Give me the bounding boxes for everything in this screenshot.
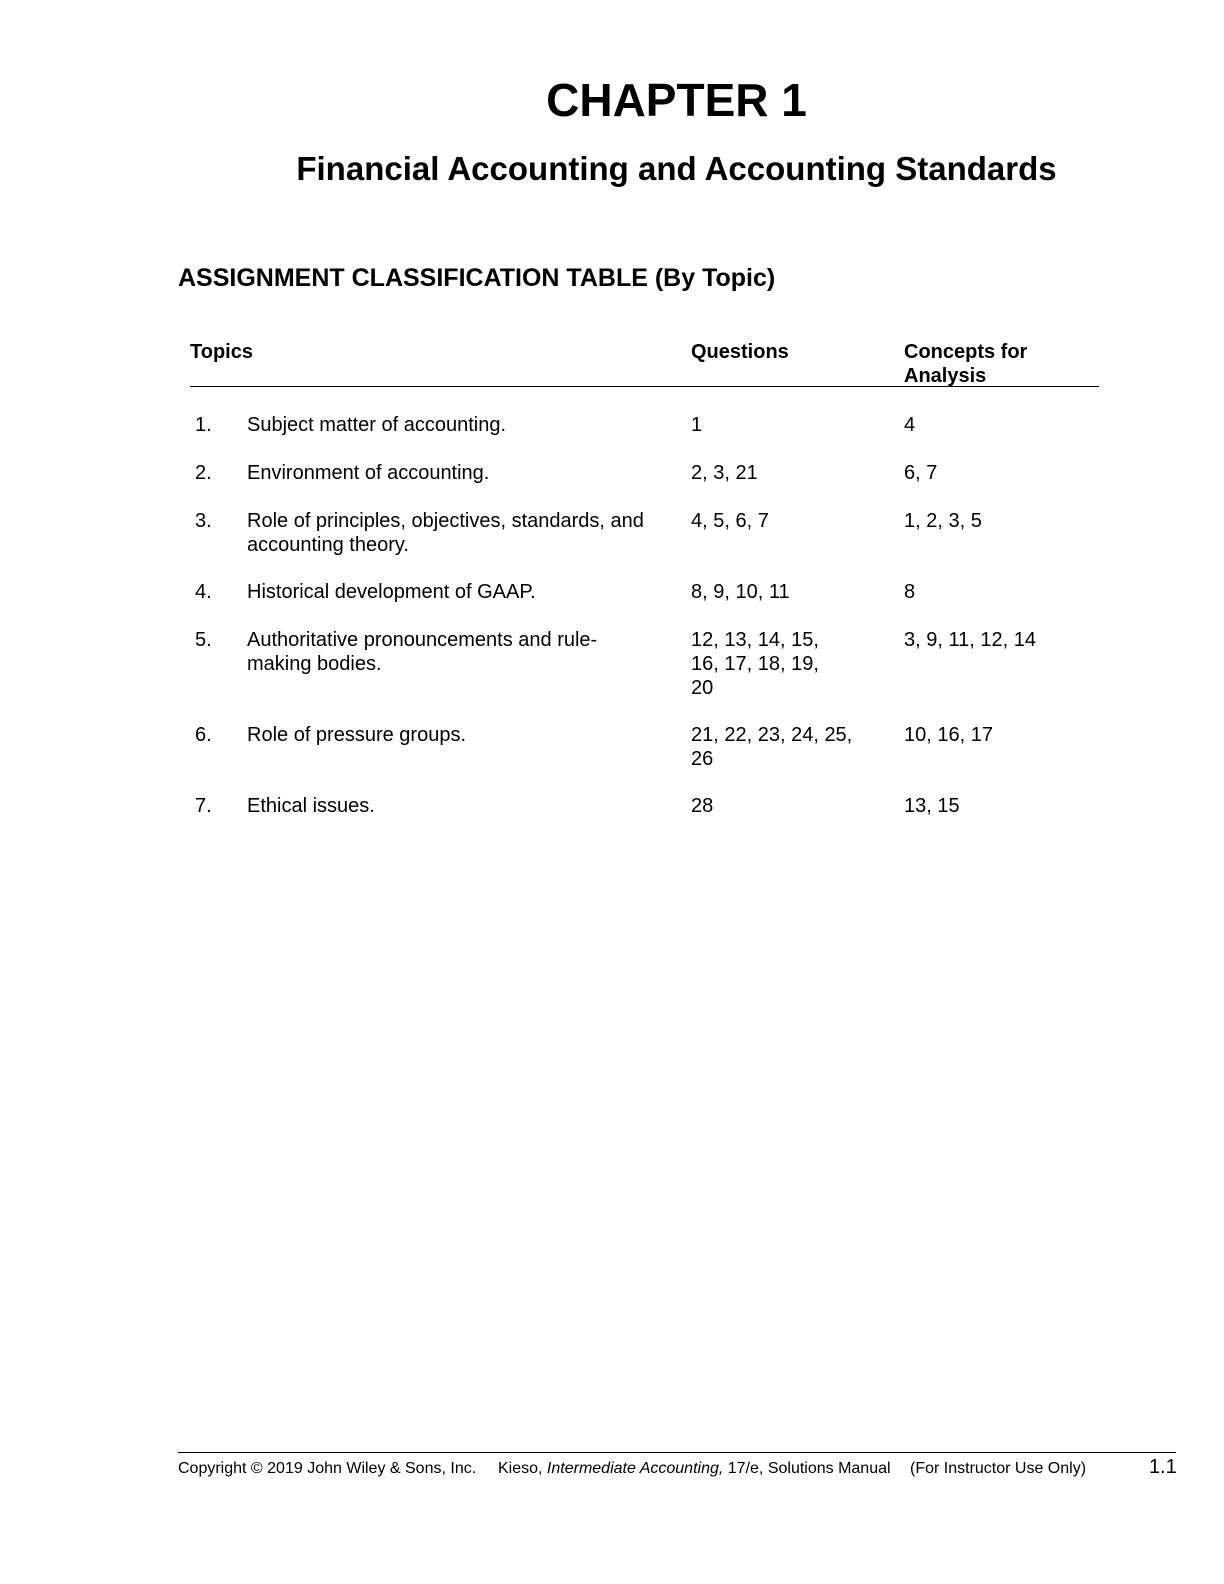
row-topic: Role of principles, objectives, standards, and accounting theory. — [247, 510, 644, 556]
row-concepts: 1, 2, 3, 5 — [904, 510, 982, 532]
row-concepts: 13, 15 — [904, 795, 960, 817]
row-number: 7. — [195, 795, 212, 817]
row-topic: Subject matter of accounting. — [247, 414, 507, 436]
page-number: 1.1 — [1149, 1456, 1177, 1478]
row-topic: Environment of accounting. — [247, 462, 490, 484]
section-heading: ASSIGNMENT CLASSIFICATION TABLE (By Topic) — [178, 264, 776, 292]
row-number: 2. — [195, 462, 212, 484]
row-questions: 28 — [691, 795, 714, 817]
row-topic: Authoritative pronouncements and rule-making bodies. — [247, 629, 598, 675]
table-row — [190, 413, 1099, 461]
row-concepts: 8 — [904, 581, 916, 603]
row-number: 3. — [195, 510, 212, 532]
row-questions: 4, 5, 6, 7 — [691, 510, 769, 532]
table-row — [190, 509, 1099, 580]
row-concepts: 4 — [904, 414, 916, 436]
row-topic: Ethical issues. — [247, 795, 375, 817]
chapter-title: CHAPTER 1 — [546, 74, 807, 126]
row-number: 6. — [195, 724, 212, 746]
row-number: 4. — [195, 581, 212, 603]
footer-copyright: Copyright © 2019 John Wiley & Sons, Inc. — [178, 1460, 477, 1477]
header-concepts: Concepts for Analysis — [904, 341, 1028, 387]
table-row — [190, 628, 1099, 723]
row-questions: 1 — [691, 414, 703, 436]
row-questions: 21, 22, 23, 24, 25, 26 — [691, 724, 853, 770]
row-questions: 8, 9, 10, 11 — [691, 581, 790, 603]
row-number: 1. — [195, 414, 212, 436]
table-header — [190, 340, 1099, 387]
header-questions: Questions — [691, 341, 789, 363]
row-topic: Role of pressure groups. — [247, 724, 467, 746]
footer-instructor-note: (For Instructor Use Only) — [910, 1460, 1087, 1477]
row-concepts: 6, 7 — [904, 462, 938, 484]
chapter-subtitle: Financial Accounting and Accounting Standards — [296, 150, 1057, 187]
row-concepts: 10, 16, 17 — [904, 724, 993, 746]
footer-book-author: Kieso, — [498, 1460, 543, 1477]
table-row — [190, 794, 1099, 842]
table-row — [190, 580, 1099, 628]
header-topics: Topics — [190, 341, 253, 363]
row-concepts: 3, 9, 11, 12, 14 — [904, 629, 1036, 651]
footer-book-reference — [498, 1459, 891, 1479]
row-questions: 12, 13, 14, 15, 16, 17, 18, 19, 20 — [691, 629, 819, 699]
table-row — [190, 723, 1099, 794]
row-topic: Historical development of GAAP. — [247, 581, 536, 603]
footer-book-title: Intermediate Accounting, — [546, 1460, 724, 1477]
footer-rule — [178, 1452, 1176, 1453]
row-questions: 2, 3, 21 — [691, 462, 758, 484]
footer-book-edition: 17/e, Solutions Manual — [727, 1460, 891, 1477]
row-number: 5. — [195, 629, 212, 651]
table-row — [190, 461, 1099, 509]
assignment-classification-table — [190, 340, 1099, 842]
